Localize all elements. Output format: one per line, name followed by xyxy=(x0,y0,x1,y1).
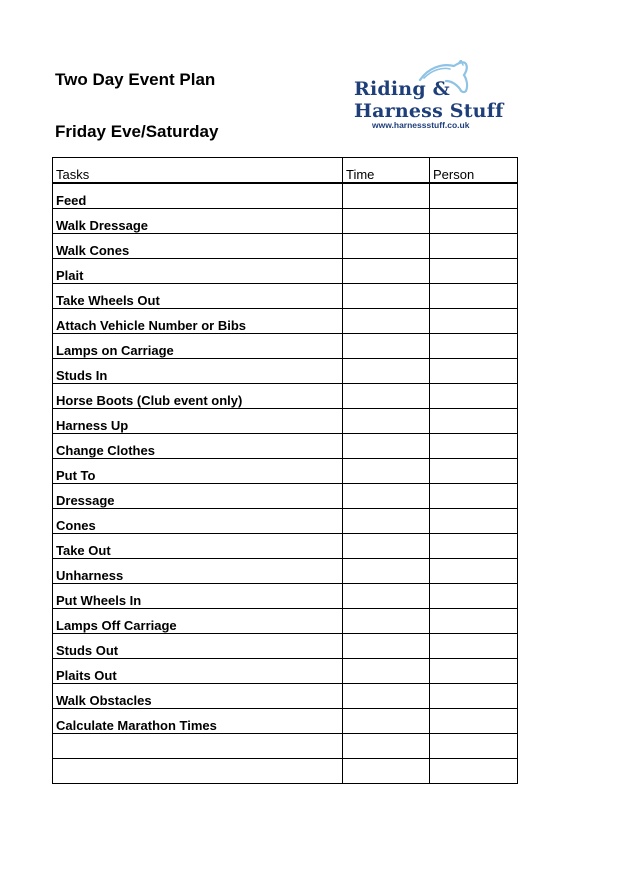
task-cell: Change Clothes xyxy=(53,434,343,459)
time-cell xyxy=(343,609,430,634)
person-cell xyxy=(430,709,518,734)
person-cell xyxy=(430,434,518,459)
logo-url: www.harnessstuff.co.uk xyxy=(372,120,470,130)
task-table xyxy=(52,157,518,784)
person-cell xyxy=(430,734,518,759)
task-cell: Harness Up xyxy=(53,409,343,434)
table-row xyxy=(53,584,518,609)
time-cell xyxy=(343,284,430,309)
table-row xyxy=(53,309,518,334)
table-row xyxy=(53,359,518,384)
task-cell xyxy=(53,734,343,759)
task-cell: Plait xyxy=(53,259,343,284)
person-cell xyxy=(430,284,518,309)
person-cell xyxy=(430,759,518,784)
time-cell xyxy=(343,709,430,734)
table-row xyxy=(53,409,518,434)
time-cell xyxy=(343,334,430,359)
time-cell xyxy=(343,234,430,259)
time-cell xyxy=(343,659,430,684)
person-cell xyxy=(430,484,518,509)
task-cell: Walk Obstacles xyxy=(53,684,343,709)
table-row xyxy=(53,609,518,634)
time-cell xyxy=(343,509,430,534)
task-cell: Attach Vehicle Number or Bibs xyxy=(53,309,343,334)
column-header-tasks: Tasks xyxy=(53,158,343,184)
table-row xyxy=(53,209,518,234)
table-row xyxy=(53,559,518,584)
time-cell xyxy=(343,209,430,234)
task-cell: Take Out xyxy=(53,534,343,559)
time-cell xyxy=(343,309,430,334)
column-header-time: Time xyxy=(343,158,430,184)
table-row xyxy=(53,459,518,484)
task-cell: Unharness xyxy=(53,559,343,584)
table-row xyxy=(53,684,518,709)
table-row xyxy=(53,634,518,659)
page-subtitle: Friday Eve/Saturday xyxy=(55,122,219,141)
task-cell: Put Wheels In xyxy=(53,584,343,609)
task-table-body xyxy=(53,183,518,784)
time-cell xyxy=(343,434,430,459)
logo-text-line1: Riding & xyxy=(354,78,450,100)
time-cell xyxy=(343,734,430,759)
person-cell xyxy=(430,634,518,659)
person-cell xyxy=(430,509,518,534)
person-cell xyxy=(430,359,518,384)
task-cell: Take Wheels Out xyxy=(53,284,343,309)
person-cell xyxy=(430,384,518,409)
time-cell xyxy=(343,384,430,409)
task-cell: Lamps on Carriage xyxy=(53,334,343,359)
person-cell xyxy=(430,584,518,609)
person-cell xyxy=(430,234,518,259)
person-cell xyxy=(430,334,518,359)
task-cell: Studs Out xyxy=(53,634,343,659)
person-cell xyxy=(430,259,518,284)
person-cell xyxy=(430,409,518,434)
person-cell xyxy=(430,609,518,634)
time-cell xyxy=(343,634,430,659)
task-cell: Lamps Off Carriage xyxy=(53,609,343,634)
task-cell: Cones xyxy=(53,509,343,534)
time-cell xyxy=(343,359,430,384)
task-cell: Walk Cones xyxy=(53,234,343,259)
person-cell xyxy=(430,459,518,484)
time-cell xyxy=(343,484,430,509)
table-row xyxy=(53,334,518,359)
table-row xyxy=(53,259,518,284)
person-cell xyxy=(430,534,518,559)
table-row xyxy=(53,709,518,734)
table-row xyxy=(53,734,518,759)
table-row xyxy=(53,484,518,509)
task-cell: Dressage xyxy=(53,484,343,509)
person-cell xyxy=(430,309,518,334)
time-cell xyxy=(343,534,430,559)
task-cell: Walk Dressage xyxy=(53,209,343,234)
table-row xyxy=(53,509,518,534)
column-header-person: Person xyxy=(430,158,518,184)
task-cell: Feed xyxy=(53,183,343,209)
time-cell xyxy=(343,759,430,784)
person-cell xyxy=(430,209,518,234)
time-cell xyxy=(343,559,430,584)
page-title: Two Day Event Plan xyxy=(55,70,216,89)
table-row xyxy=(53,534,518,559)
task-cell: Horse Boots (Club event only) xyxy=(53,384,343,409)
time-cell xyxy=(343,459,430,484)
time-cell xyxy=(343,259,430,284)
person-cell xyxy=(430,183,518,209)
logo-text-line2: Harness Stuff xyxy=(354,100,504,122)
task-cell: Plaits Out xyxy=(53,659,343,684)
person-cell xyxy=(430,659,518,684)
time-cell xyxy=(343,183,430,209)
table-row xyxy=(53,759,518,784)
table-row xyxy=(53,434,518,459)
time-cell xyxy=(343,584,430,609)
table-row xyxy=(53,659,518,684)
table-row xyxy=(53,183,518,209)
person-cell xyxy=(430,559,518,584)
task-cell: Put To xyxy=(53,459,343,484)
time-cell xyxy=(343,409,430,434)
brand-logo xyxy=(350,60,510,132)
table-header-row xyxy=(53,158,518,184)
time-cell xyxy=(343,684,430,709)
task-cell xyxy=(53,759,343,784)
table-row xyxy=(53,284,518,309)
table-row xyxy=(53,384,518,409)
table-row xyxy=(53,234,518,259)
task-cell: Calculate Marathon Times xyxy=(53,709,343,734)
person-cell xyxy=(430,684,518,709)
task-cell: Studs In xyxy=(53,359,343,384)
